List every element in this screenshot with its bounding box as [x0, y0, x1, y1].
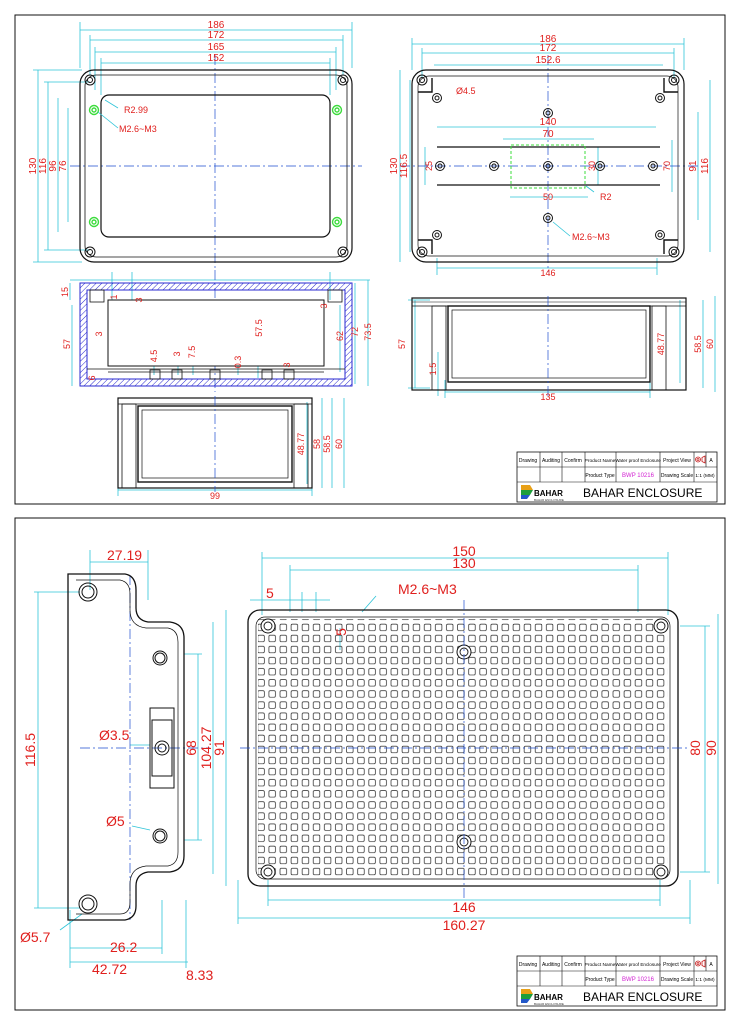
profile-dim-91: 91	[211, 740, 227, 756]
bottom-hole-dia: Ø4.5	[456, 86, 476, 96]
bottom-dim-140: 140	[539, 117, 557, 128]
tb1-drawing-scale-value: 1:1 (MM)	[695, 474, 715, 479]
top-height-76: 76	[58, 160, 69, 172]
svg-text:BAHAR ENCLOSURE: BAHAR ENCLOSURE	[534, 498, 564, 502]
top-radius: R2.99	[124, 105, 149, 115]
tb1-auditing: Auditing	[541, 458, 561, 464]
tb2-drawing-scale-value: 1:1 (MM)	[695, 978, 715, 983]
pcb-dim-160-27: 160.27	[442, 917, 486, 933]
sheet-2	[15, 518, 725, 1010]
tb1-drawing-scale-label: Drawing Scale	[660, 473, 694, 479]
tb2-drawing: Drawing	[518, 962, 538, 968]
section-dim-73-5: 73.5	[363, 323, 373, 341]
section-dim-62: 62	[335, 330, 345, 342]
bottom-height-116-5: 116.5	[399, 153, 410, 179]
bottom-dim-30: 30	[587, 160, 597, 172]
pcb-dim-146: 146	[452, 899, 476, 915]
tb2-product-name-label: Product Name	[584, 963, 616, 968]
end-dim-58-5: 58.5	[322, 435, 332, 453]
bottom-dim-50: 50	[542, 192, 554, 202]
section-dim-4-5: 4.5	[149, 349, 159, 363]
tb2-company: BAHAR ENCLOSURE	[583, 990, 703, 1004]
tb1-company: BAHAR ENCLOSURE	[583, 486, 703, 500]
section-dim-3c: 3	[94, 331, 104, 337]
section-dim-3e: 3	[282, 362, 292, 368]
end-dim-60: 60	[334, 438, 344, 450]
tb2-product-type-value: BWP 10216	[622, 977, 654, 983]
top-width-152: 152	[207, 53, 225, 64]
profile-dim-42-72: 42.72	[92, 961, 128, 977]
title-block-1	[517, 452, 717, 502]
bottom-height-116: 116	[700, 158, 711, 174]
tb1-confirm: Confirm	[564, 458, 582, 464]
end-dim-58: 58	[312, 438, 322, 450]
section-dim-15: 15	[60, 286, 70, 298]
side-dim-135: 135	[540, 392, 556, 402]
side-dim-60: 60	[705, 338, 715, 350]
pcb-view	[238, 543, 719, 933]
side-view	[397, 296, 715, 402]
profile-dim-104-27: 104.27	[198, 726, 214, 770]
tb1-product-name-value: Water proof Enclosure	[615, 458, 661, 463]
bottom-dim-70: 70	[542, 129, 554, 140]
tb1-sheet-letter: A	[709, 458, 713, 464]
profile-dim-27-19: 27.19	[107, 547, 143, 563]
bottom-width-186: 186	[539, 34, 557, 45]
bottom-radius-r2: R2	[600, 192, 612, 202]
tb2-project-view: Project View	[663, 962, 691, 968]
side-dim-48-77: 48.77	[656, 332, 666, 356]
tb2-product-type-label: Product Type	[585, 977, 615, 983]
section-dim-3a: 3	[134, 297, 144, 303]
pcb-dim-150: 150	[452, 543, 476, 559]
tb1-drawing: Drawing	[518, 458, 538, 464]
section-dim-3d: 3	[172, 351, 182, 357]
section-dim-3b: 3	[319, 303, 329, 309]
tb1-product-type-value: BWP 10216	[622, 473, 654, 479]
section-dim-0-3: 0.3	[233, 355, 243, 369]
sheet-1	[15, 15, 725, 504]
top-screw-label: M2.6~M3	[119, 124, 157, 134]
pcb-dim-5: 5	[266, 585, 274, 601]
section-dim-1: 1	[109, 294, 119, 300]
bottom-dim-70-right: 70	[662, 160, 672, 172]
profile-dim-5: Ø5	[106, 813, 125, 829]
tb1-product-type-label: Product Type	[585, 473, 615, 479]
top-height-130: 130	[28, 157, 39, 175]
side-dim-57: 57	[397, 338, 407, 350]
bottom-view	[389, 34, 711, 278]
bottom-height-130: 130	[389, 157, 400, 175]
profile-dim-3-5: Ø3.5	[99, 727, 130, 743]
bottom-screw-label: M2.6~M3	[572, 232, 610, 242]
bottom-dim-25: 25	[424, 160, 434, 172]
tb2-confirm: Confirm	[564, 962, 582, 968]
pcb-dim-5-vertical: 5	[333, 628, 349, 636]
profile-dim-5-7: Ø5.7	[20, 929, 51, 945]
profile-dim-116-5: 116.5	[22, 733, 38, 767]
side-dim-1-5: 1.5	[428, 362, 438, 376]
profile-dim-26-2: 26.2	[110, 939, 138, 955]
bottom-width-152-6: 152.6	[535, 55, 561, 66]
pcb-dim-90: 90	[703, 740, 719, 756]
top-height-96: 96	[48, 160, 59, 172]
svg-text:BAHAR ENCLOSURE: BAHAR ENCLOSURE	[534, 1002, 564, 1006]
tb2-sheet-letter: A	[709, 962, 713, 968]
top-height-116: 116	[38, 158, 49, 174]
bottom-dim-146: 146	[540, 268, 556, 278]
section-dim-7-5: 7.5	[187, 345, 197, 359]
pcb-screw-label: M2.6~M3	[398, 581, 457, 597]
end-view	[118, 396, 344, 501]
bottom-width-172: 172	[539, 43, 557, 54]
profile-view	[20, 547, 227, 983]
section-view	[60, 270, 373, 392]
section-dim-57-5: 57.5	[254, 319, 264, 337]
title-block-2	[517, 956, 717, 1006]
end-dim-99: 99	[209, 491, 221, 501]
end-dim-48-77: 48.77	[296, 432, 306, 456]
section-dim-72: 72	[350, 326, 360, 338]
sheet-1-border	[15, 15, 725, 504]
pcb-dim-130: 130	[452, 555, 476, 571]
tb1-project-view: Project View	[663, 458, 691, 464]
top-width-165: 165	[207, 42, 225, 53]
top-width-186: 186	[207, 20, 225, 31]
section-dim-57: 57	[62, 338, 72, 350]
top-view	[28, 20, 362, 268]
tb1-product-name-label: Product Name	[584, 459, 616, 464]
tb2-product-name-value: Water proof Enclosure	[615, 962, 661, 967]
profile-dim-68: 68	[183, 740, 199, 756]
tb2-auditing: Auditing	[541, 962, 561, 968]
bottom-height-91: 91	[688, 160, 699, 172]
pcb-dim-80: 80	[687, 740, 703, 756]
svg-text:BAHAR: BAHAR	[534, 993, 563, 1002]
profile-dim-8-33: 8.33	[186, 967, 214, 983]
svg-text:BAHAR: BAHAR	[534, 489, 563, 498]
side-dim-58-5: 58.5	[693, 335, 703, 353]
section-dim-6: 6	[87, 375, 97, 381]
top-width-172: 172	[207, 30, 225, 41]
tb2-drawing-scale-label: Drawing Scale	[660, 977, 694, 983]
